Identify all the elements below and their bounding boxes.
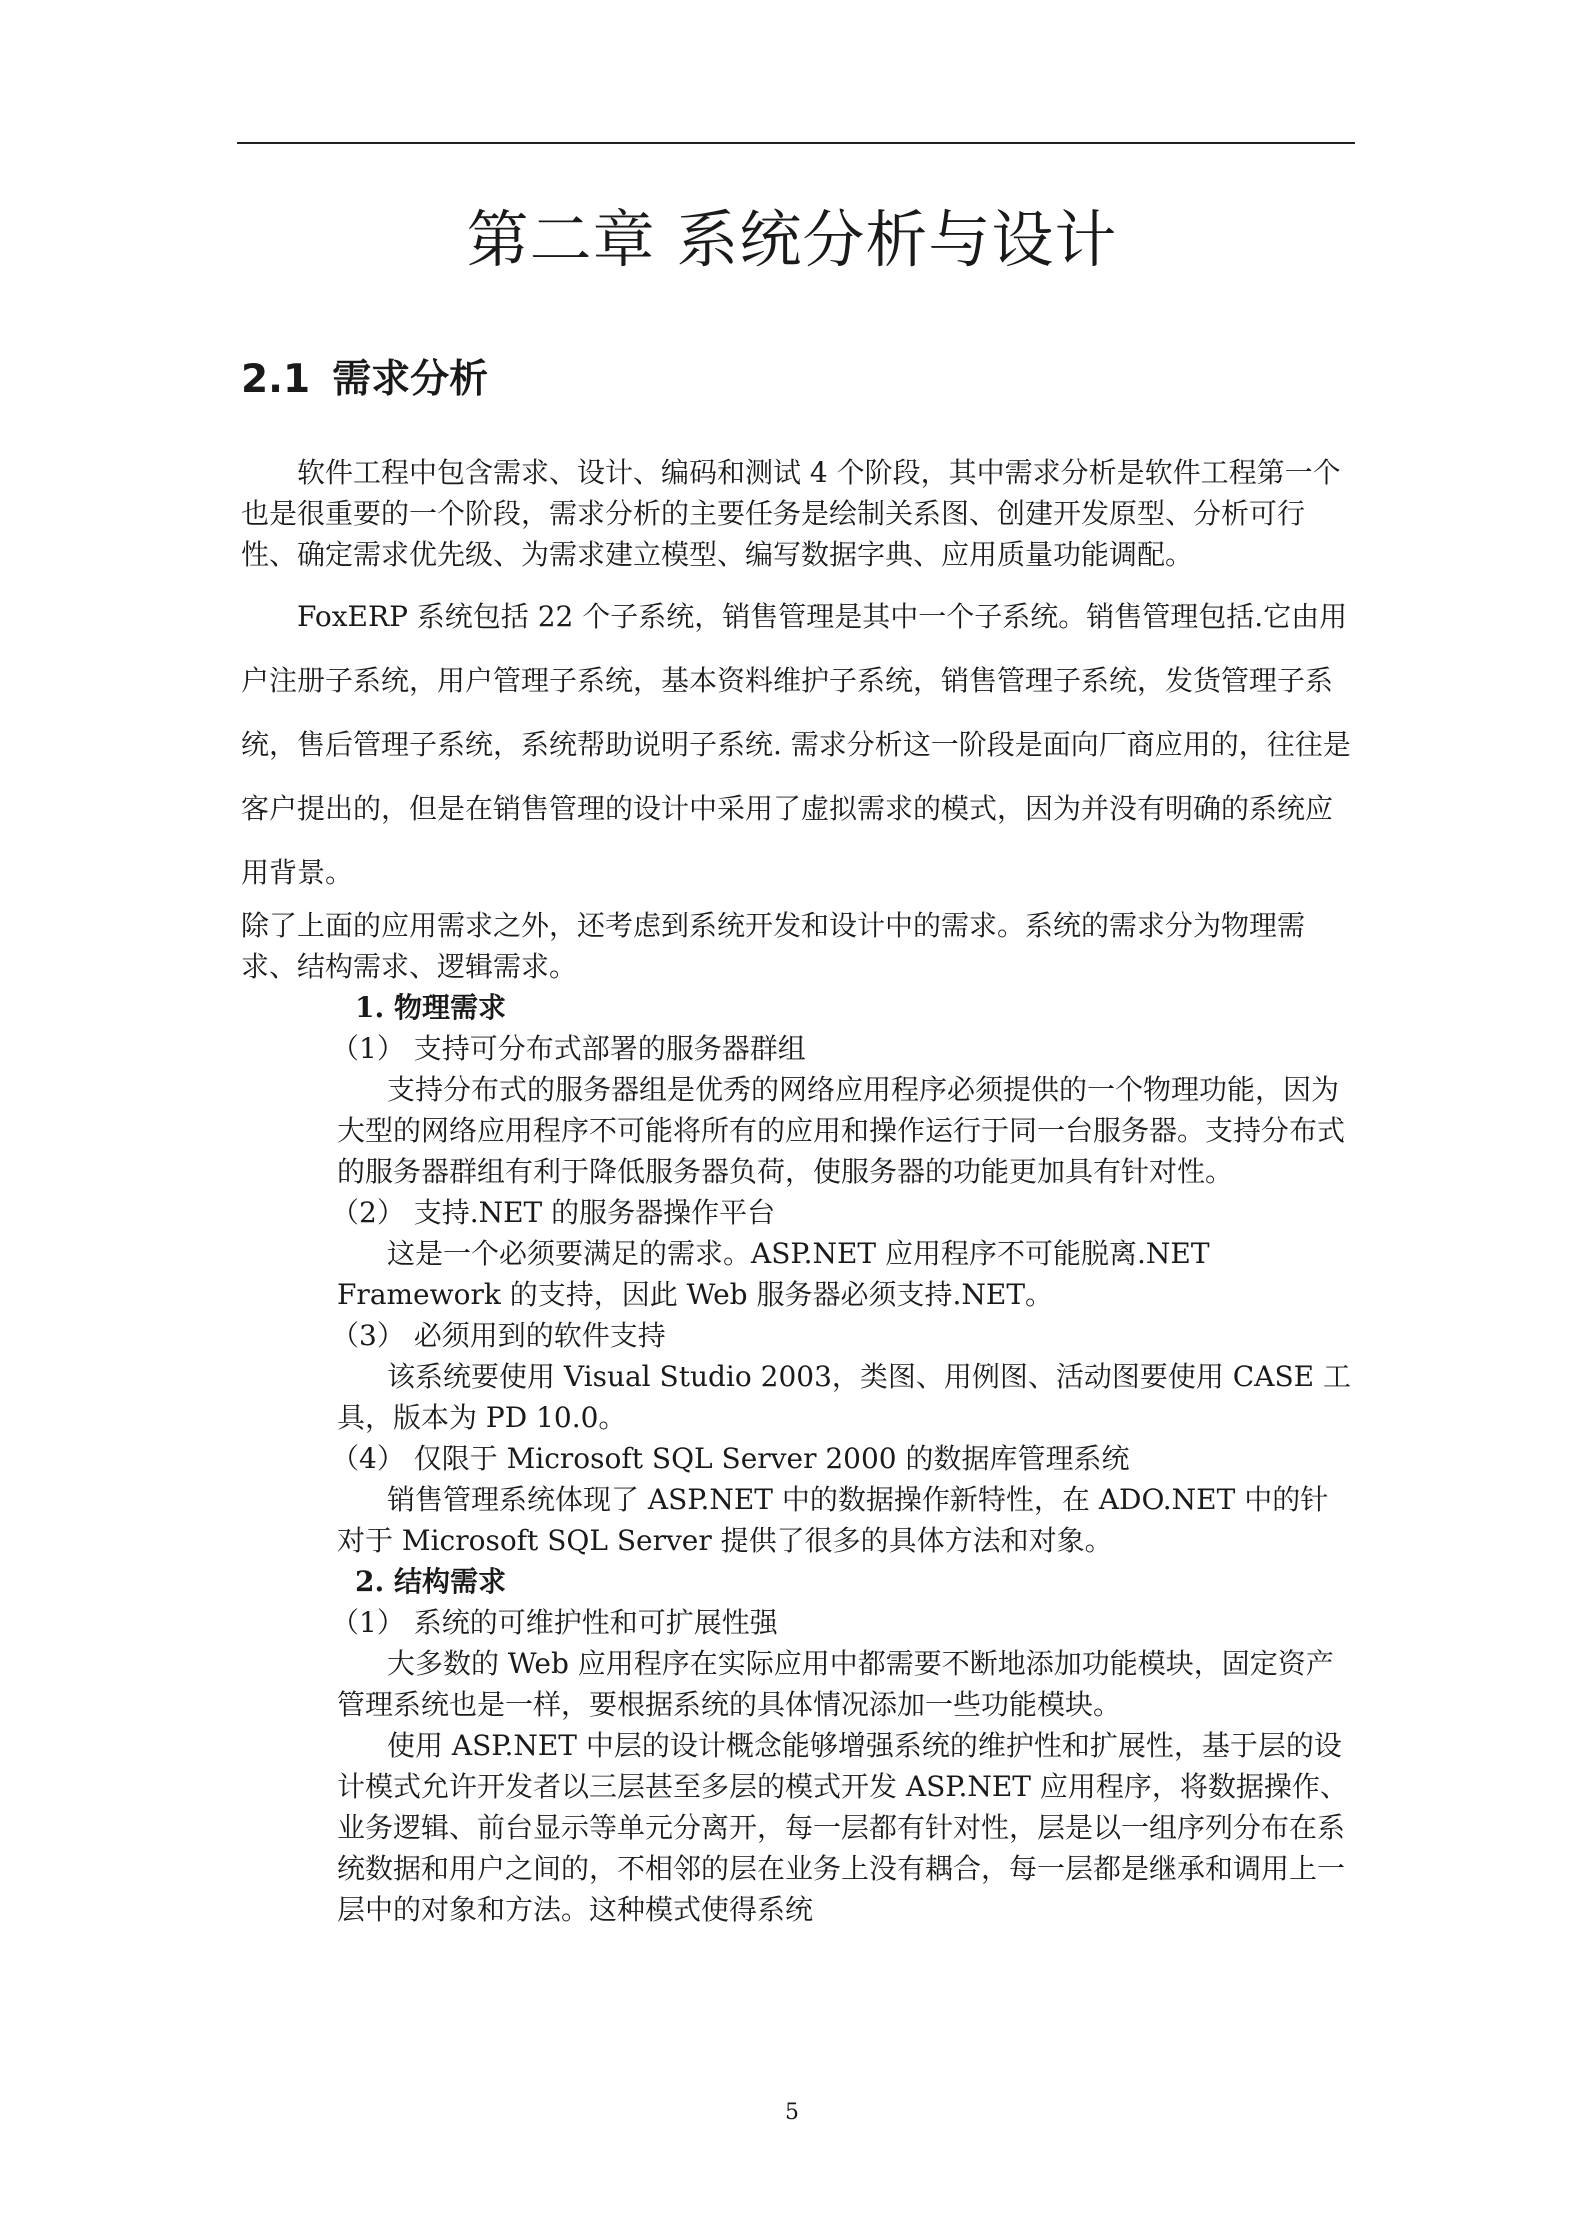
structural-item-1-text: 大多数的 Web 应用程序在实际应用中都需要不断地添加功能模块，固定资产管理系统也是一样，要根据系统的具体情况添加一些功能模块。: [337, 1647, 1334, 1721]
physical-item-2-body: [241, 1233, 1355, 1315]
structural-item-1-title: （1） 系统的可维护性和可扩展性强: [331, 1606, 778, 1639]
header-rule: [237, 142, 1355, 144]
physical-item-3-title: （3） 必须用到的软件支持: [331, 1319, 666, 1352]
section-title: 需求分析: [332, 357, 489, 402]
physical-item-1-body: [241, 1069, 1355, 1192]
physical-item-2-text: 这是一个必须要满足的需求。ASP.NET 应用程序不可能脱离.NET Framework 的支持，因此 Web 服务器必须支持.NET。: [337, 1237, 1210, 1311]
paragraph-foxerp: FoxERP 系统包括 22 个子系统，销售管理是其中一个子系统。销售管理包括.它由用户注册子系统，用户管理子系统，基本资料维护子系统，销售管理子系统，发货管理子系统，售后管理子系统，系统帮助说明子系统. 需求分析这一阶段是面向厂商应用的，往往是客户提出的，但是在销售管理的设计中采用了虚拟需求的模式，因为并没有明确的系统应用背景。: [241, 600, 1351, 889]
page-number: 5: [785, 2100, 799, 2125]
physical-requirements-heading: 1. 物理需求: [355, 991, 506, 1024]
paragraph-other-requirements: 除了上面的应用需求之外，还考虑到系统开发和设计中的需求。系统的需求分为物理需求、结构需求、逻辑需求。: [241, 909, 1306, 983]
body-content: [241, 452, 1355, 1930]
structural-item-1-text-2: 使用 ASP.NET 中层的设计概念能够增强系统的维护性和扩展性，基于层的设计模式允许开发者以三层甚至多层的模式开发 ASP.NET 应用程序，将数据操作、业务逻辑、前台显示等单元分离开，每一层都有针对性，层是以一组序列分布在系统数据和用户之间的，不相邻的层在业务上没有耦合，每一层都是继承和调用上一层中的对象和方法。这种模式使得系统: [337, 1729, 1348, 1926]
physical-item-4-text: 销售管理系统体现了 ASP.NET 中的数据操作新特性，在 ADO.NET 中的针对于 Microsoft SQL Server 提供了很多的具体方法和对象。: [337, 1483, 1329, 1557]
physical-item-4-title: （4） 仅限于 Microsoft SQL Server 2000 的数据库管理系统: [331, 1442, 1130, 1475]
section-heading: [241, 352, 488, 408]
structural-item-1-body: [241, 1643, 1355, 1930]
chapter-title: 第二章 系统分析与设计: [466, 203, 1118, 276]
physical-item-1-text: 支持分布式的服务器组是优秀的网络应用程序必须提供的一个物理功能，因为大型的网络应用程序不可能将所有的应用和操作运行于同一台服务器。支持分布式的服务器群组有利于降低服务器负荷，使服务器的功能更加具有针对性。: [337, 1073, 1346, 1188]
paragraph-intro: 软件工程中包含需求、设计、编码和测试 4 个阶段，其中需求分析是软件工程第一个也是很重要的一个阶段，需求分析的主要任务是绘制关系图、创建开发原型、分析可行性、确定需求优先级、为需求建立模型、编写数据字典、应用质量功能调配。: [241, 456, 1341, 571]
physical-item-1-title: （1） 支持可分布式部署的服务器群组: [331, 1032, 806, 1065]
physical-item-3-text: 该系统要使用 Visual Studio 2003，类图、用例图、活动图要使用 CASE 工具，版本为 PD 10.0。: [337, 1360, 1351, 1434]
physical-item-4-body: [241, 1479, 1355, 1561]
section-number: 2.1: [241, 357, 311, 402]
physical-item-2-title: （2） 支持.NET 的服务器操作平台: [331, 1196, 776, 1229]
physical-item-3-body: [241, 1356, 1355, 1438]
structural-requirements-heading: 2. 结构需求: [355, 1565, 506, 1598]
